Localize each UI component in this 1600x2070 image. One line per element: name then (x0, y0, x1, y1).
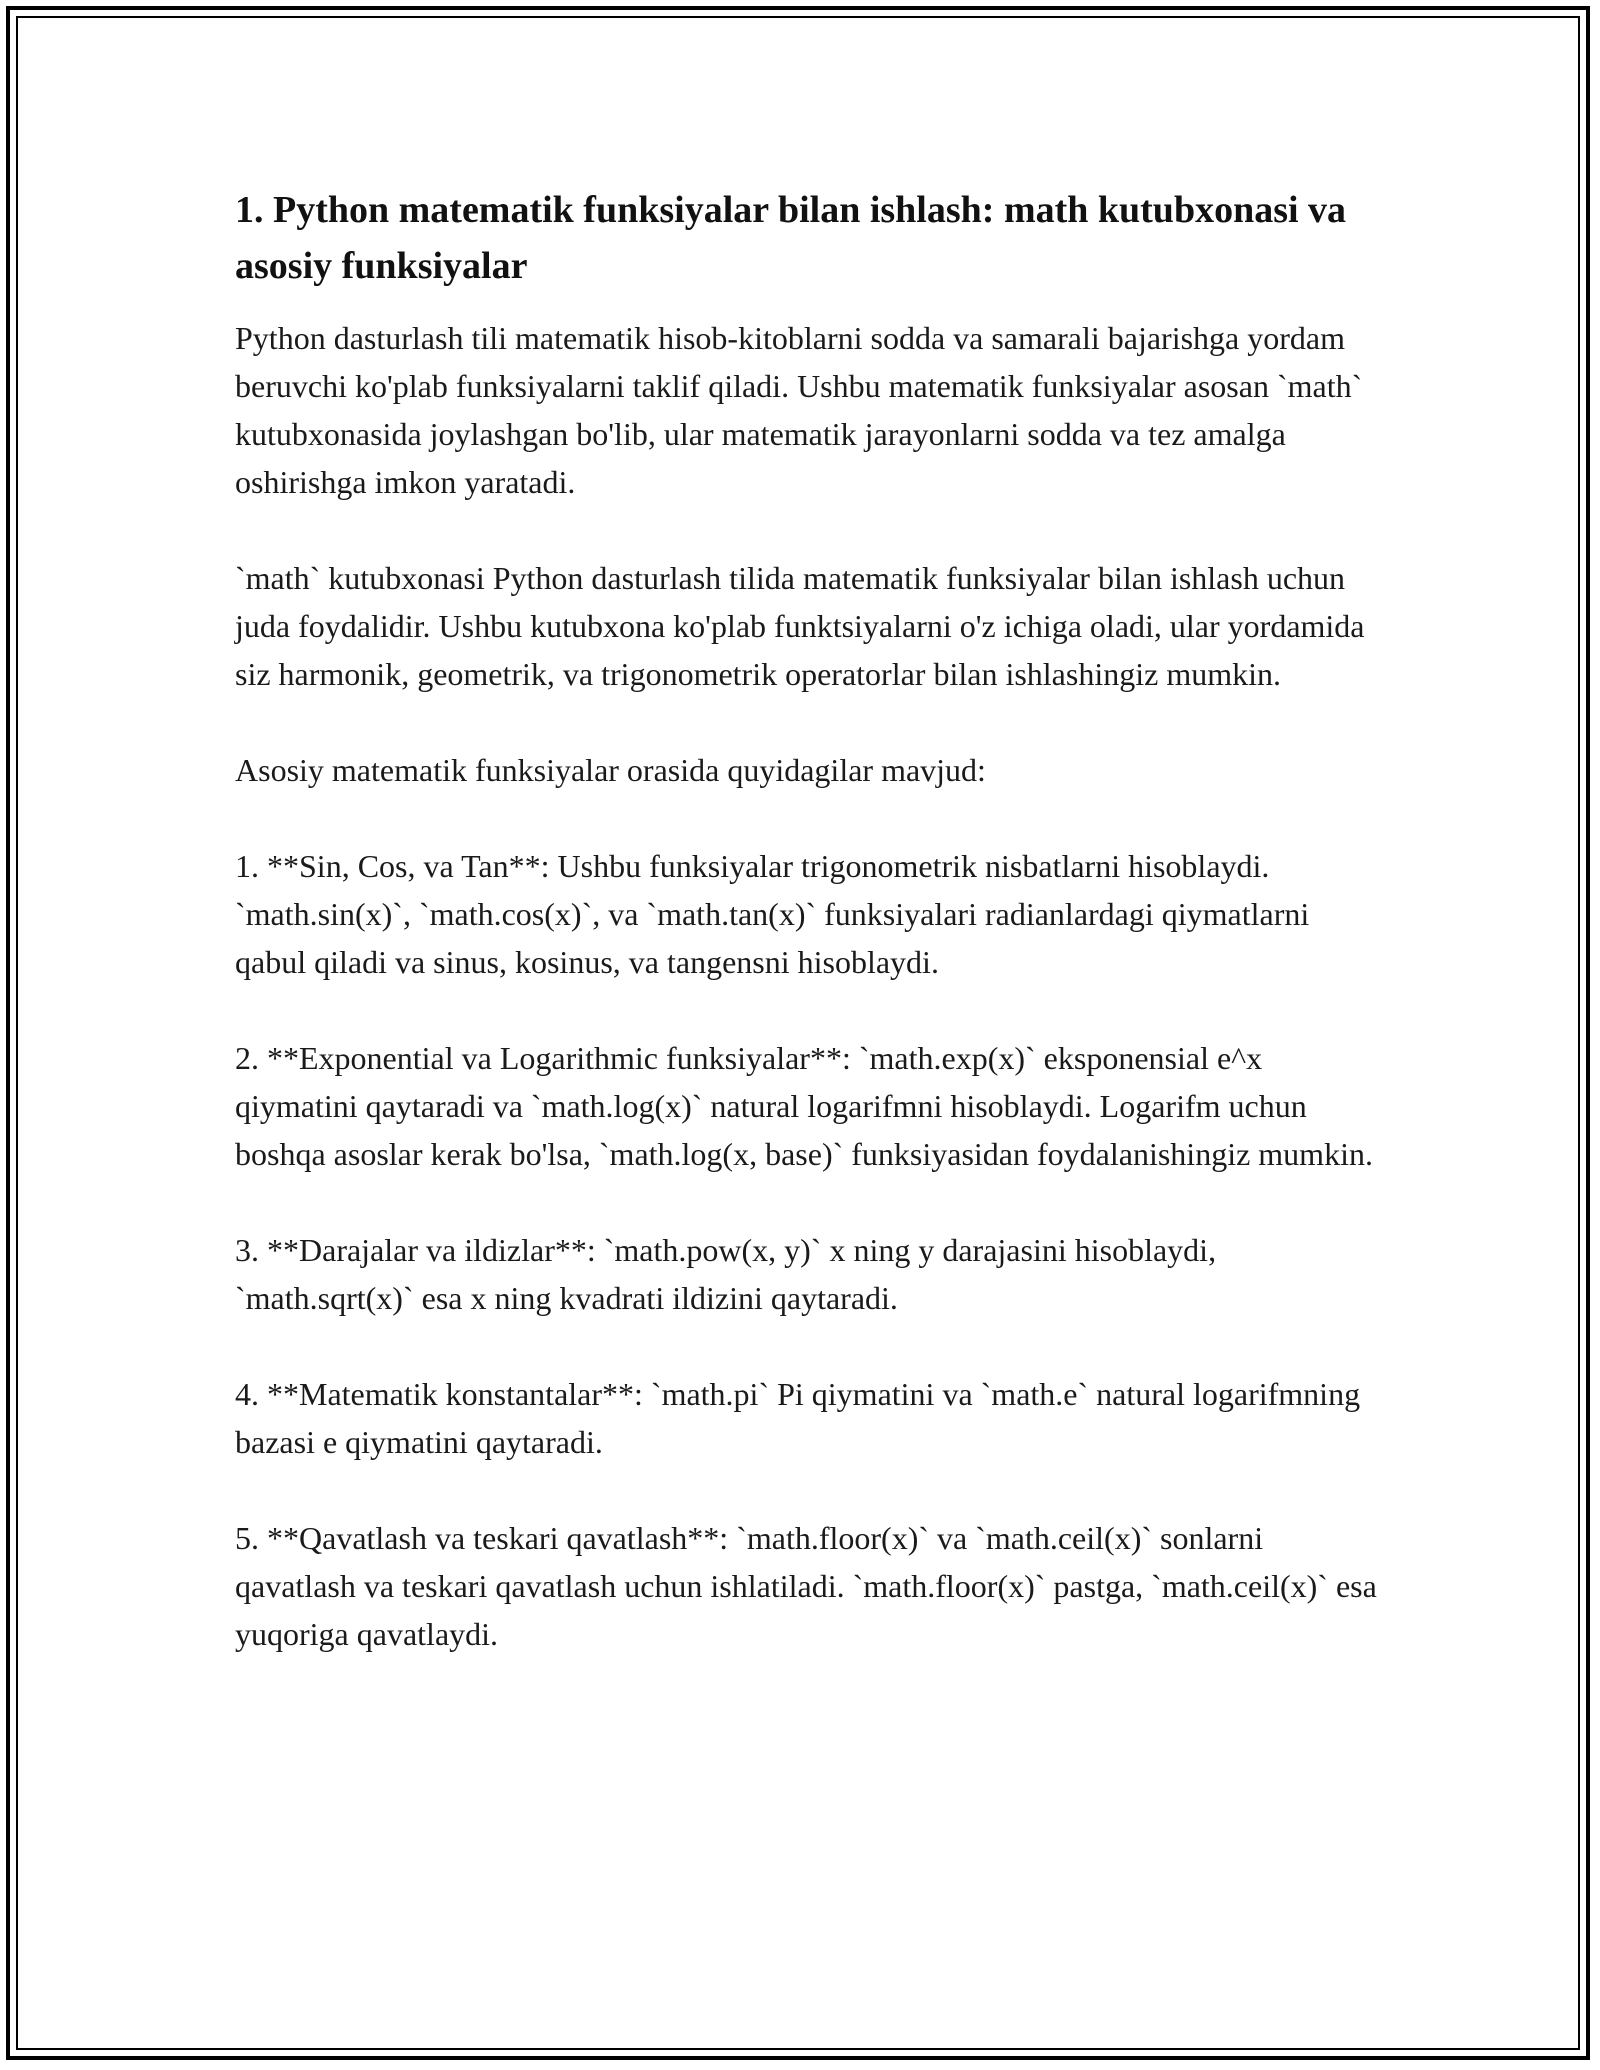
list-item-powers: 3. **Darajalar va ildizlar**: `math.pow(x, y)` x ning y darajasini hisoblaydi, `math.sqrt(x)` esa x ning kvadrati ildizini qaytaradi. (235, 1232, 1217, 1316)
paragraph-math-library: `math` kutubxonasi Python dasturlash tilida matematik funksiyalar bilan ishlash uchun juda foydalidir. Ushbu kutubxona ko'plab funktsiyalarni o'z ichiga oladi, ular yordamida siz harmonik, geometrik, va trigonometrik operatorlar bilan ishlashingiz mumkin. (235, 560, 1365, 692)
document-title: 1. Python matematik funksiyalar bilan ishlash: math kutubxonasi va asosiy funksiyalar (235, 189, 1347, 287)
list-item-rounding: 5. **Qavatlash va teskari qavatlash**: `math.floor(x)` va `math.ceil(x)` sonlarni qavatlash va teskari qavatlash uchun ishlatiladi. `math.floor(x)` pastga, `math.ceil(x)` esa yuqoriga qavatlaydi. (235, 1520, 1377, 1652)
list-item-trigonometric: 1. **Sin, Cos, va Tan**: Ushbu funksiyalar trigonometrik nisbatlarni hisoblaydi. `math.sin(x)`, `math.cos(x)`, va `math.tan(x)` funksiyalari radianlardagi qiymatlarni qabul qiladi va sinus, kosinus, va tangensni hisoblaydi. (235, 848, 1310, 980)
paragraph-list-intro: Asosiy matematik funksiyalar orasida quyidagilar mavjud: (235, 752, 986, 788)
document-body (235, 182, 1385, 1706)
list-item-exponential: 2. **Exponential va Logarithmic funksiyalar**: `math.exp(x)` eksponensial e^x qiymatini qaytaradi va `math.log(x)` natural logarifmni hisoblaydi. Logarifm uchun boshqa asoslar kerak bo'lsa, `math.log(x, base)` funksiyasidan foydalanishingiz mumkin. (235, 1040, 1373, 1172)
list-item-constants: 4. **Matematik konstantalar**: `math.pi` Pi qiymatini va `math.e` natural logarifmning bazasi e qiymatini qaytaradi. (235, 1376, 1361, 1460)
paragraph-intro: Python dasturlash tili matematik hisob-kitoblarni sodda va samarali bajarishga yordam beruvchi ko'plab funksiyalarni taklif qiladi. Ushbu matematik funksiyalar asosan `math` kutubxonasida joylashgan bo'lib, ular matematik jarayonlarni sodda va tez amalga oshirishga imkon yaratadi. (235, 320, 1363, 500)
